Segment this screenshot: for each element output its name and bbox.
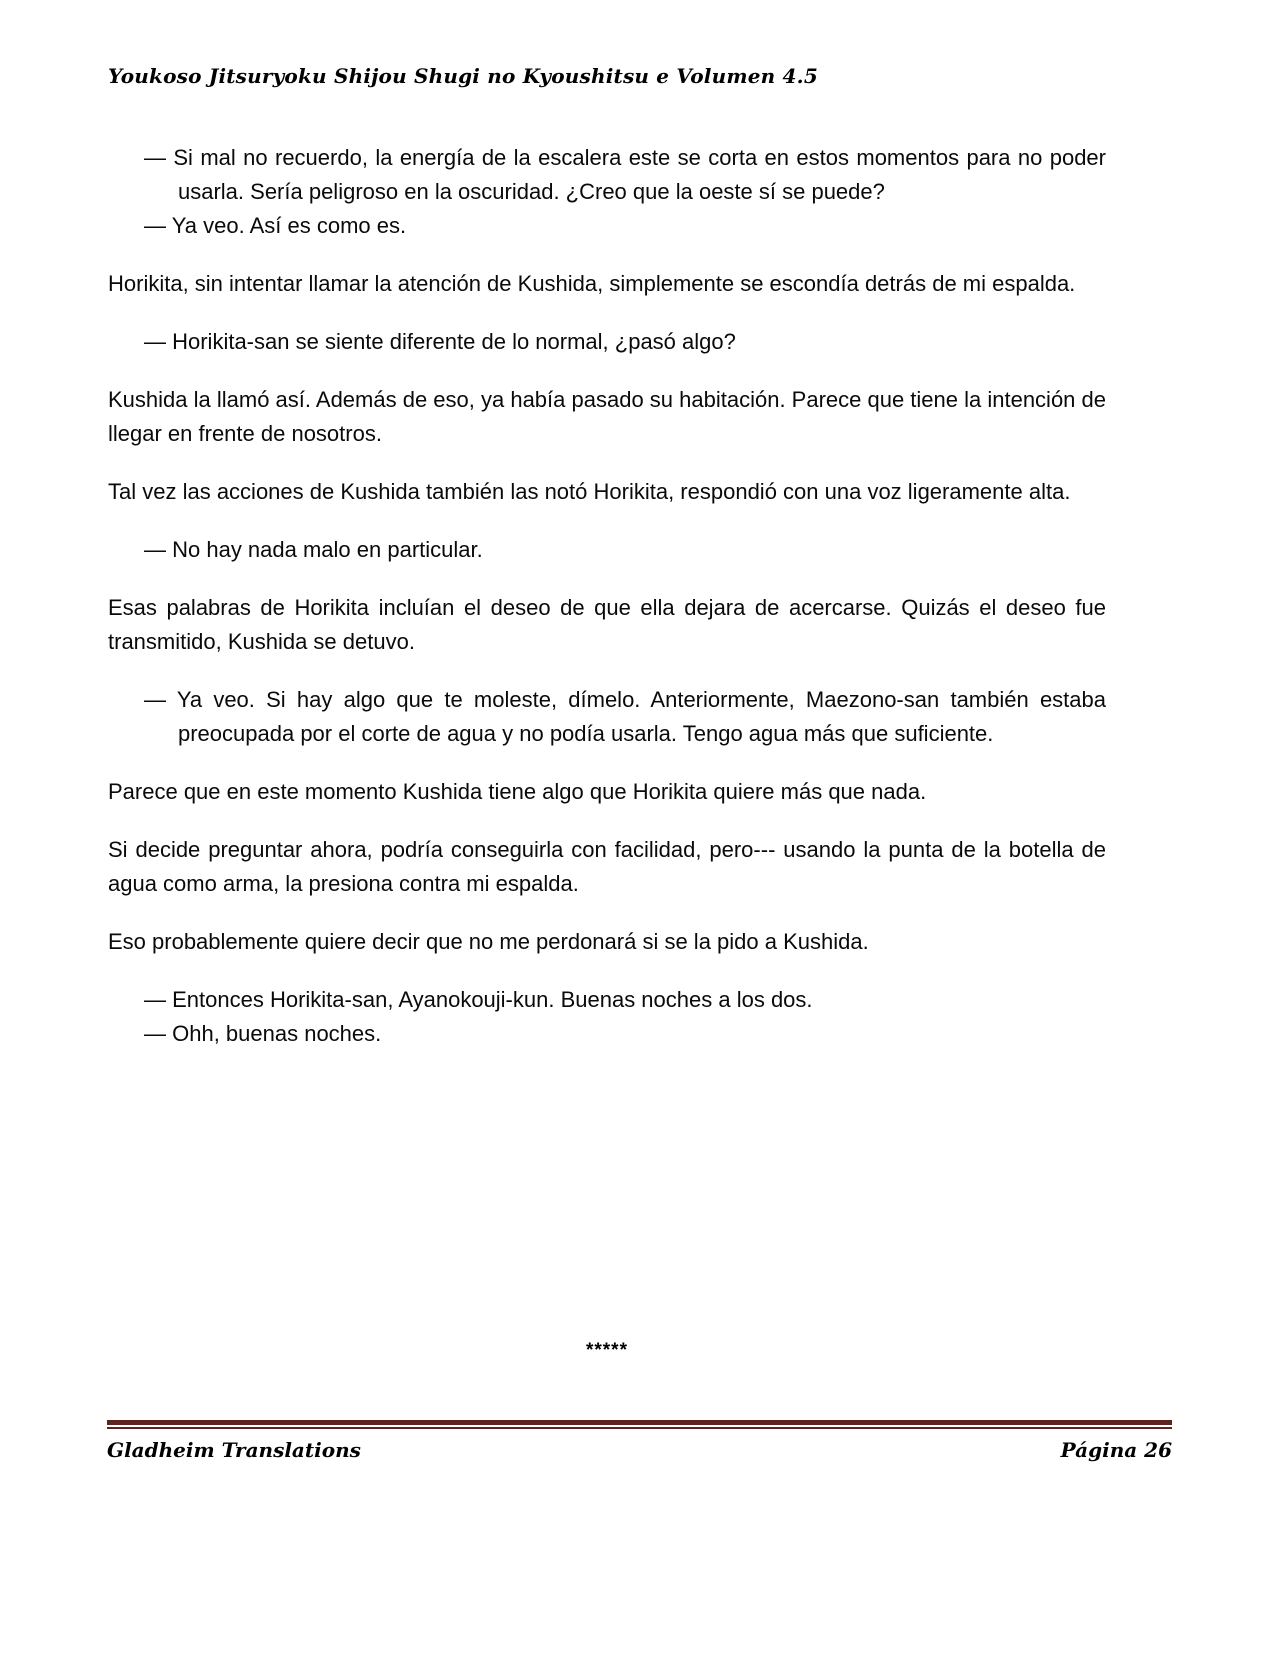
dialogue-group <box>108 683 1106 751</box>
dialogue-group <box>108 983 1106 1051</box>
dialogue-group <box>108 533 1106 567</box>
footer-row <box>107 1438 1172 1462</box>
dialogue-line: — Horikita-san se siente diferente de lo normal, ¿pasó algo? <box>144 329 736 354</box>
paragraph: Kushida la llamó así. Además de eso, ya había pasado su habitación. Parece que tiene la intención de llegar en frente de nosotros. <box>108 387 1107 446</box>
dialogue-group <box>108 141 1106 243</box>
page-footer <box>107 1420 1172 1462</box>
footer-rule <box>107 1420 1172 1429</box>
paragraph: Esas palabras de Horikita incluían el deseo de que ella dejara de acercarse. Quizás el deseo fue transmitido, Kushida se detuvo. <box>108 595 1106 654</box>
separator-stars: ***** <box>586 1340 628 1361</box>
header-title: Youkoso Jitsuryoku Shijou Shugi no Kyoushitsu e Volumen 4.5 <box>108 64 818 88</box>
dialogue-group <box>108 325 1106 359</box>
dialogue-line: — Si mal no recuerdo, la energía de la escalera este se corta en estos momentos para no poder usarla. Sería peligroso en la oscuridad. ¿Creo que la oeste sí se puede? <box>144 145 1106 204</box>
dialogue-line: — Ohh, buenas noches. <box>144 1021 382 1046</box>
document-body <box>108 141 1106 1075</box>
footer-right-text: Página 26 <box>1060 1438 1172 1462</box>
dialogue-line: — Entonces Horikita-san, Ayanokouji-kun. Buenas noches a los dos. <box>144 987 813 1012</box>
paragraph: Parece que en este momento Kushida tiene algo que Horikita quiere más que nada. <box>108 779 927 804</box>
paragraph: Eso probablemente quiere decir que no me perdonará si se la pido a Kushida. <box>108 929 869 954</box>
page-header <box>108 64 1168 88</box>
paragraph: Tal vez las acciones de Kushida también las notó Horikita, respondió con una voz ligeramente alta. <box>108 479 1071 504</box>
dialogue-line: — Ya veo. Si hay algo que te moleste, dímelo. Anteriormente, Maezono-san también estaba preocupada por el corte de agua y no podía usarla. Tengo agua más que suficiente. <box>144 687 1106 746</box>
paragraph: Horikita, sin intentar llamar la atención de Kushida, simplemente se escondía detrás de mi espalda. <box>108 271 1076 296</box>
paragraph: Si decide preguntar ahora, podría conseguirla con facilidad, pero--- usando la punta de la botella de agua como arma, la presiona contra mi espalda. <box>108 837 1106 896</box>
footer-left-text: Gladheim Translations <box>107 1438 361 1462</box>
dialogue-line: — No hay nada malo en particular. <box>144 537 483 562</box>
dialogue-line: — Ya veo. Así es como es. <box>144 213 407 238</box>
